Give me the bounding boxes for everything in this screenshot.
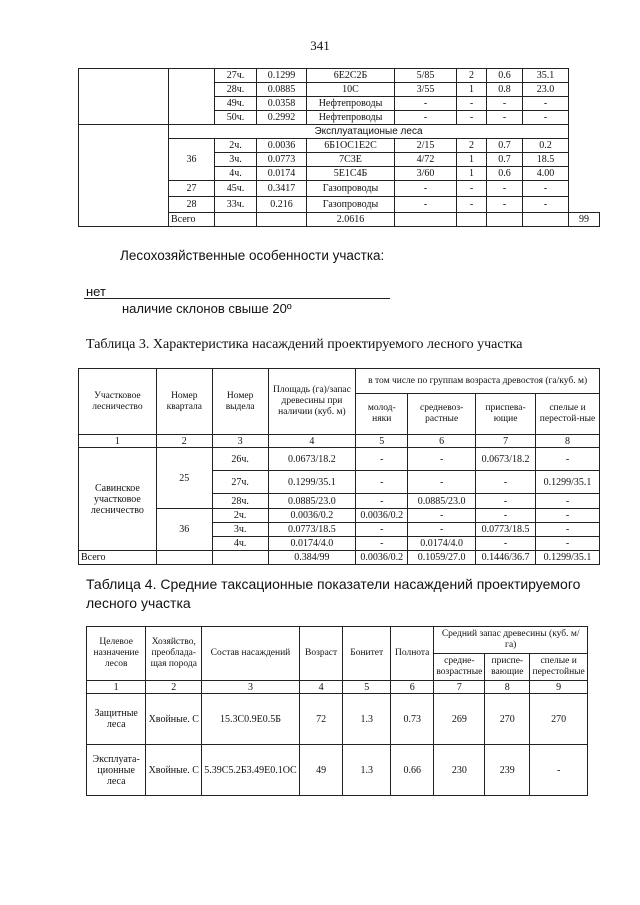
column-number: 5 [343,681,391,694]
table-cell: 2 [457,139,487,153]
table-cell: - [457,97,487,111]
features-heading: Лесохозяйственные особенности участка: [120,248,385,263]
table-cell: 1 [457,167,487,181]
table-cell: 0.0885/23.0 [408,494,476,509]
area-cell: 0.1299/35.1 [268,471,356,494]
area-cell: 0.216 [257,197,307,213]
table-cell: - [476,509,536,523]
header-kvartal: Номер квартала [156,369,212,435]
table4-caption-line1: Таблица 4. Средние таксационные показатели насаждений проектируемого [86,576,581,592]
section-row-label: Эксплуатационые леса [169,125,569,139]
table-cell [487,213,523,227]
age-cell: 72 [299,694,343,745]
table-cell: - [487,181,523,197]
table-cell: - [395,197,457,213]
table-cell: - [395,97,457,111]
area-cell: 0.0036 [257,139,307,153]
table-cell: - [530,745,588,796]
vydel-cell: 33ч. [215,197,257,213]
area-cell: 0.0036/0.2 [268,509,356,523]
table-cell: - [408,509,476,523]
table-cell: 18.5 [523,153,569,167]
table-cell: - [487,197,523,213]
table-cell: 35.1 [523,69,569,83]
density-cell: 0.73 [391,694,434,745]
header-young: молод-няки [356,394,408,435]
area-cell: 0.0773 [257,153,307,167]
column-number: 2 [146,681,202,694]
page-number: 341 [310,38,330,53]
table-cell: 2 [457,69,487,83]
header-stock: Средний запас древесины (куб. м/га) [434,627,588,654]
table-cell: 0.6 [487,69,523,83]
table-cell: 0.7 [487,139,523,153]
table-cell: - [536,448,600,471]
vydel-cell: 50ч. [215,111,257,125]
table3-caption: Таблица 3. Характеристика насаждений проектируемого лесного участка [86,337,523,352]
table-cell: - [536,509,600,523]
area-cell: 0.0174/4.0 [268,537,356,551]
purpose-cell: Защитные леса [87,694,146,745]
table-cell: 230 [434,745,485,796]
table-cell: - [356,471,408,494]
header-mature: спелые и перестой-ные [536,394,600,435]
table-cell: - [457,111,487,125]
table-cell [257,213,307,227]
purpose-cell: Эксплуата-ционные леса [87,745,146,796]
table-cell: - [487,97,523,111]
column-number: 6 [391,681,434,694]
sostav-cell: 6Б1ОС1Е2С [307,139,395,153]
table-cell: 0.2 [523,139,569,153]
table4 [86,626,588,796]
household-cell: Хвойные. С [146,694,202,745]
age-cell: 49 [299,745,343,796]
column-number: 4 [268,435,356,448]
table-cell [212,551,268,565]
table-cell: 270 [530,694,588,745]
header-middle: средневоз-растные [408,394,476,435]
table-cell [79,69,169,125]
kvartal-cell: 27 [169,181,215,197]
continuation-table [78,68,600,227]
table-cell: - [476,471,536,494]
bonitet-cell: 1.3 [343,745,391,796]
column-number: 9 [530,681,588,694]
vydel-cell: 45ч. [215,181,257,197]
table-cell: - [356,494,408,509]
sostav-cell: Газопроводы [307,197,395,213]
table-cell: 1 [457,153,487,167]
table-cell: 5/85 [395,69,457,83]
table-cell: 1 [457,83,487,97]
bonitet-cell: 1.3 [343,694,391,745]
column-number: 8 [536,435,600,448]
sostav-cell: 6Е2С2Б [307,69,395,83]
table-cell: 4/72 [395,153,457,167]
density-cell: 0.66 [391,745,434,796]
table-row [87,681,588,694]
table-cell [395,213,457,227]
header-area: Площадь (га)/запас древесины при наличии (куб. м) [268,369,356,435]
vydel-cell: 3ч. [215,153,257,167]
table-row [79,435,600,448]
sostav-cell: 7С3Е [307,153,395,167]
area-cell: 0.0673/18.2 [268,448,356,471]
sostav-cell: Газопроводы [307,181,395,197]
column-number: 7 [476,435,536,448]
table-cell [156,551,212,565]
kvartal-cell: 28 [169,197,215,213]
column-number: 5 [356,435,408,448]
area-cell: 0.0885/23.0 [268,494,356,509]
table-row [79,125,600,139]
table-cell: - [395,111,457,125]
column-number: 8 [485,681,530,694]
table-cell: - [356,537,408,551]
table-cell: 269 [434,694,485,745]
area-cell: 0.3417 [257,181,307,197]
table-cell: - [523,111,569,125]
vydel-cell: 26ч. [212,448,268,471]
table-cell: - [523,181,569,197]
total-label: Всего [169,213,215,227]
header-lesnichestvo: Участковое лесничество [79,369,157,435]
kvartal-cell: 25 [156,448,212,509]
header-stock-mature: спелые и перестойные [530,654,588,681]
column-number: 2 [156,435,212,448]
header-age: Возраст [299,627,343,681]
sostav-cell: 5.39С5.2Б3.49Е0.1ОС [202,745,300,796]
area-cell: 0.0174 [257,167,307,181]
sostav-cell: Нефтепроводы [307,97,395,111]
table-cell: 2/15 [395,139,457,153]
column-number: 3 [212,435,268,448]
table-cell: 0.0036/0.2 [356,551,408,565]
table-row [79,509,600,523]
table-row [87,694,588,745]
table-cell: 0.0773/18.5 [476,523,536,537]
table-cell: 270 [485,694,530,745]
table-cell: 0.1299/35.1 [536,551,600,565]
table-cell: - [408,448,476,471]
table-cell [169,69,215,125]
table-cell: 0.1059/27.0 [408,551,476,565]
table-cell: 0.8 [487,83,523,97]
header-stock-maturing: приспе-вающие [485,654,530,681]
table-cell: - [408,523,476,537]
vydel-cell: 3ч. [212,523,268,537]
table-cell: - [476,537,536,551]
table-cell: - [395,181,457,197]
table-cell: - [536,537,600,551]
header-bonitet: Бонитет [343,627,391,681]
sostav-cell: 15.3С0.9Е0.5Б [202,694,300,745]
column-number: 6 [408,435,476,448]
column-number: 3 [202,681,300,694]
table-cell: 3/60 [395,167,457,181]
total-label: Всего [79,551,157,565]
area-cell: 0.1299 [257,69,307,83]
table-row [79,369,600,394]
header-sostav: Состав насаждений [202,627,300,681]
table-cell: 239 [485,745,530,796]
table-cell [215,213,257,227]
table-cell [457,213,487,227]
lesnichestvo-name: Савинское участковое лесничество [79,448,157,551]
lesnichestvo-cell [79,125,169,227]
table-row [87,627,588,654]
sostav-cell: 5Е1С4Б [307,167,395,181]
table4-caption-line2: лесного участка [86,595,191,611]
table-cell: 0.1446/36.7 [476,551,536,565]
table-cell: 0.0673/18.2 [476,448,536,471]
sostav-cell: 10С [307,83,395,97]
table-cell: - [356,448,408,471]
table-row [87,745,588,796]
table-cell: 0.1299/35.1 [536,471,600,494]
table-row [79,69,600,83]
table-cell: - [536,523,600,537]
vydel-cell: 28ч. [215,83,257,97]
household-cell: Хвойные. С [146,745,202,796]
vydel-cell: 4ч. [215,167,257,181]
kvartal-cell: 36 [169,139,215,181]
total-area: 0.384/99 [268,551,356,565]
table-cell: - [536,494,600,509]
table-cell: - [457,197,487,213]
column-number: 7 [434,681,485,694]
vydel-cell: 2ч. [215,139,257,153]
table-cell: - [457,181,487,197]
vydel-cell: 27ч. [215,69,257,83]
table-cell: 3/55 [395,83,457,97]
header-age-groups: в том числе по группам возраста древостоя (га/куб. м) [356,369,600,394]
area-cell: 0.0358 [257,97,307,111]
table-cell: - [523,97,569,111]
area-cell: 0.2992 [257,111,307,125]
header-maturing: приспева-ющие [476,394,536,435]
table-cell: 4.00 [523,167,569,181]
header-stock-middle: средне-возрастные [434,654,485,681]
area-cell: 0.0885 [257,83,307,97]
area-cell: 0.0773/18.5 [268,523,356,537]
table-row [79,551,600,565]
header-purpose: Целевое назначение лесов [87,627,146,681]
table-cell: - [487,111,523,125]
table3 [78,368,600,565]
kvartal-cell: 36 [156,509,212,551]
header-household: Хозяйство, преоблада-щая порода [146,627,202,681]
table-cell [523,213,569,227]
column-number: 1 [79,435,157,448]
table-cell: 23.0 [523,83,569,97]
table-cell: 0.6 [487,167,523,181]
total-value: 99 [569,213,600,227]
sostav-cell: Нефтепроводы [307,111,395,125]
header-density: Полнота [391,627,434,681]
header-vydel: Номер выдела [212,369,268,435]
features-note: наличие склонов свыше 20º [122,301,292,316]
table-cell: 0.7 [487,153,523,167]
vydel-cell: 4ч. [212,537,268,551]
table-cell: - [476,494,536,509]
vydel-cell: 28ч. [212,494,268,509]
vydel-cell: 2ч. [212,509,268,523]
total-area: 2.0616 [307,213,395,227]
table-row [79,448,600,471]
underline [84,298,390,299]
features-value: нет [86,284,106,299]
table-cell: - [523,197,569,213]
table-cell: 0.0174/4.0 [408,537,476,551]
vydel-cell: 49ч. [215,97,257,111]
column-number: 4 [299,681,343,694]
vydel-cell: 27ч. [212,471,268,494]
table-cell: - [356,523,408,537]
table-cell: - [408,471,476,494]
column-number: 1 [87,681,146,694]
table-cell: 0.0036/0.2 [356,509,408,523]
